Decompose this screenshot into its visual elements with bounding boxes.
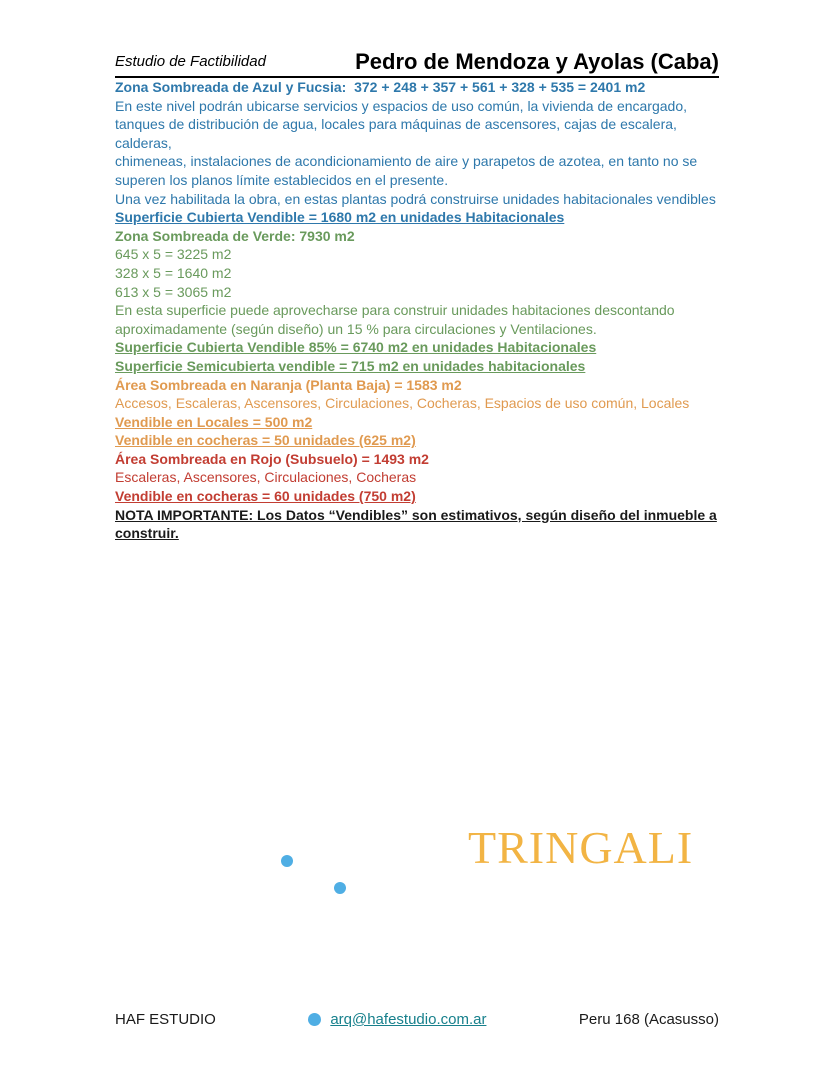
tringali-logo: TRINGALI	[468, 822, 694, 873]
green-zone-paragraph-line: En esta superficie puede aprovecharse para construir unidades habitaciones descontando	[115, 302, 675, 319]
green-zone-paragraph-line: aproximadamente (según diseño) un 15 % para circulaciones y Ventilaciones.	[115, 320, 597, 337]
document-subtitle: Estudio de Factibilidad	[115, 53, 266, 70]
logo-dot-icon	[281, 855, 293, 867]
footer-company: HAF ESTUDIO	[115, 1011, 216, 1028]
red-zone-highlight: Vendible en cocheras = 60 unidades (750 m2)	[115, 488, 416, 505]
green-zone-heading: Zona Sombreada de Verde: 7930 m2	[115, 227, 355, 244]
footer-email-link[interactable]: arq@hafestudio.com.ar	[330, 1011, 487, 1028]
footer-dot-icon	[308, 1013, 321, 1026]
green-calc-line: 613 x 5 = 3065 m2	[115, 283, 232, 300]
green-zone-highlight: Superficie Semicubierta vendible = 715 m2 en unidades habitacionales	[115, 357, 586, 374]
orange-zone-highlight: Vendible en cocheras = 50 unidades (625 m2)	[115, 432, 416, 449]
blue-zone-paragraph-line: En este nivel podrán ubicarse servicios y espacios de uso común, la vivienda de encargado,	[115, 97, 687, 114]
green-calc-line: 328 x 5 = 1640 m2	[115, 264, 232, 281]
logo-dot-icon	[334, 882, 346, 894]
important-note-line: construir.	[115, 525, 179, 542]
document-header	[115, 50, 719, 78]
orange-zone-highlight: Vendible en Locales = 500 m2	[115, 413, 313, 430]
green-zone-highlight: Superficie Cubierta Vendible 85% = 6740 m2 en unidades Habitacionales	[115, 339, 597, 356]
page-footer	[115, 1011, 719, 1028]
red-zone-paragraph: Escaleras, Ascensores, Circulaciones, Cocheras	[115, 469, 417, 486]
blue-zone-paragraph-line: tanques de distribución de agua, locales para máquinas de ascensores, cajas de escalera, calderas,	[115, 116, 681, 151]
important-note-line: NOTA IMPORTANTE: Los Datos “Vendibles” son estimativos, según diseño del inmueble a	[115, 506, 717, 523]
footer-address: Peru 168 (Acasusso)	[578, 1011, 719, 1028]
blue-zone-paragraph-line: chimeneas, instalaciones de acondicionamiento de aire y parapetos de azotea, en tanto no se	[115, 153, 698, 170]
footer-email-group	[308, 1011, 486, 1028]
blue-zone-heading: Zona Sombreada de Azul y Fucsia: 372 + 248 + 357 + 561 + 328 + 535 = 2401 m2	[115, 79, 646, 95]
green-calc-line: 645 x 5 = 3225 m2	[115, 246, 232, 263]
page-title: Pedro de Mendoza y Ayolas (Caba)	[355, 49, 719, 74]
red-zone-heading: Área Sombreada en Rojo (Subsuelo) = 1493 m2	[115, 450, 429, 467]
blue-zone-note: Una vez habilitada la obra, en estas plantas podrá construirse unidades habitacionales vendibles	[115, 190, 716, 207]
blue-zone-paragraph-line: superen los planos límite establecidos en el presente.	[115, 171, 449, 188]
orange-zone-paragraph: Accesos, Escaleras, Ascensores, Circulaciones, Cocheras, Espacios de uso común, Locales	[115, 395, 690, 412]
document-content	[115, 50, 719, 543]
blue-zone-highlight: Superficie Cubierta Vendible = 1680 m2 en unidades Habitacionales	[115, 209, 565, 226]
orange-zone-heading: Área Sombreada en Naranja (Planta Baja) = 1583 m2	[115, 376, 462, 393]
